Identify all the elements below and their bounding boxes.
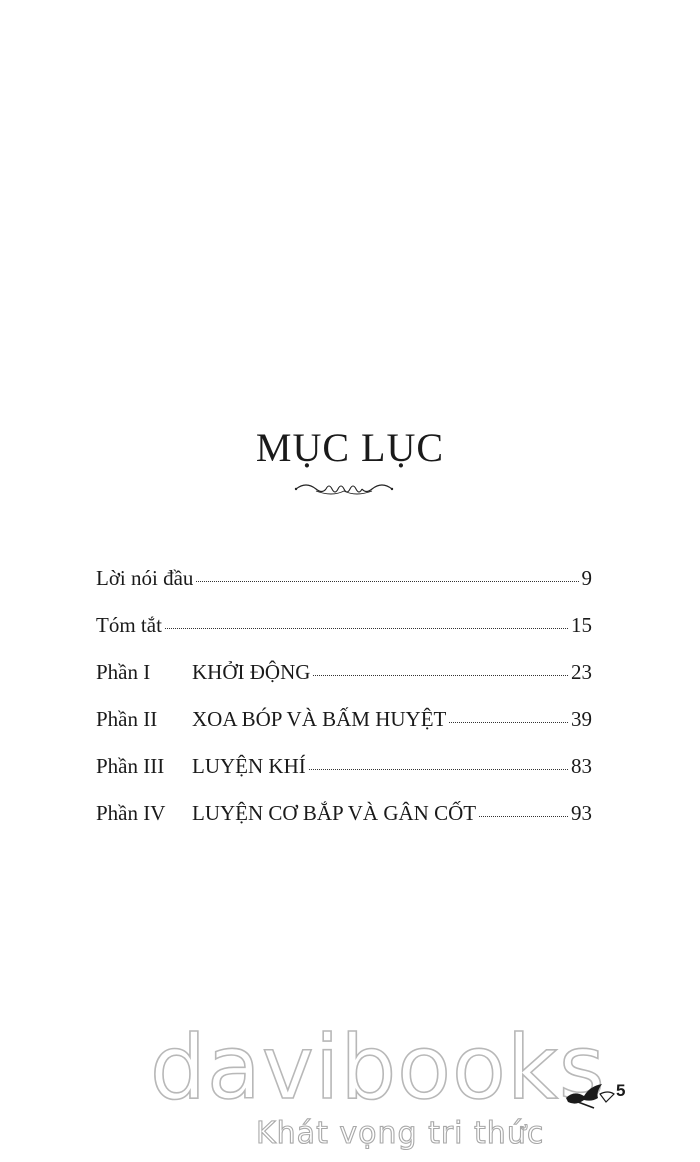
toc-entry-page: 9 (581, 566, 592, 590)
toc-entry-title: XOA BÓP VÀ BẤM HUYỆT (192, 707, 447, 731)
toc-entry-part-1[interactable] (96, 660, 592, 694)
flourish-divider-icon (292, 478, 396, 500)
toc-entry-part: Phần II (96, 707, 158, 731)
toc-entry-part: Phần III (96, 754, 165, 778)
toc-entry-title: LUYỆN KHÍ (192, 754, 306, 778)
toc-entry-title: Lời nói đầu (96, 566, 194, 590)
watermark-brand: davibooks (150, 1016, 606, 1119)
toc-entry-title: LUYỆN CƠ BẮP VÀ GÂN CỐT (192, 801, 477, 825)
watermark-tagline: Khát vọng tri thức (256, 1116, 545, 1151)
quill-icon (564, 1080, 616, 1110)
dot-leader (313, 675, 568, 676)
toc-entry-part-3[interactable] (96, 754, 592, 788)
toc-entry-page: 83 (571, 754, 592, 778)
toc-entry-part: Phần I (96, 660, 151, 684)
toc-entry-part-4[interactable] (96, 801, 592, 835)
dot-leader (196, 581, 578, 582)
toc-entry-part: Phần IV (96, 801, 166, 825)
dot-leader (479, 816, 568, 817)
page-number: 5 (616, 1081, 626, 1100)
page-title: MỤC LỤC (255, 425, 445, 470)
dot-leader (165, 628, 568, 629)
dot-leader (309, 769, 568, 770)
toc-entry-title: Tóm tắt (96, 613, 162, 637)
toc-entry-page: 15 (571, 613, 592, 637)
toc-entry-part-2[interactable] (96, 707, 592, 741)
dot-leader (449, 722, 568, 723)
toc-entry-page: 23 (571, 660, 592, 684)
toc-entry-preface[interactable] (96, 566, 592, 600)
toc-entry-page: 93 (571, 801, 592, 825)
toc-entry-summary[interactable] (96, 613, 592, 647)
toc-entry-page: 39 (571, 707, 592, 731)
toc-entry-title: KHỞI ĐỘNG (192, 660, 311, 684)
